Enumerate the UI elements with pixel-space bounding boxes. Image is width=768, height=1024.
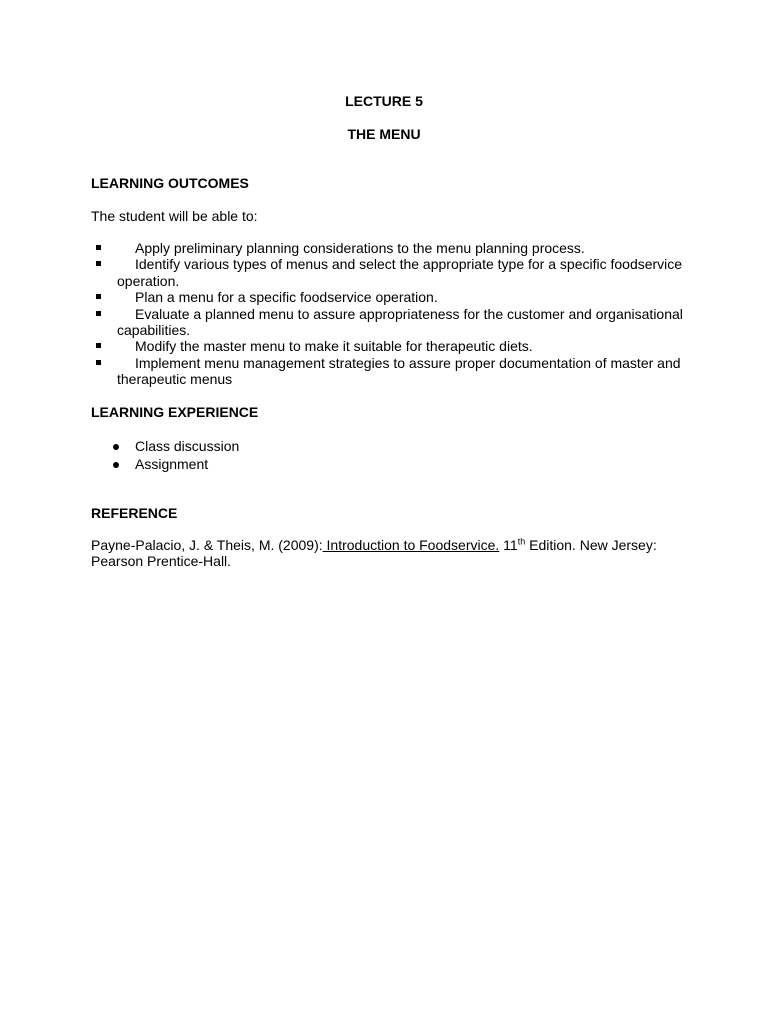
reference-edition-suffix: th [517,536,526,547]
learning-outcomes-intro: The student will be able to: [91,208,258,224]
list-item [91,338,691,354]
reference-heading: REFERENCE [91,505,178,521]
learning-experience-list [91,437,491,473]
learning-experience-heading: LEARNING EXPERIENCE [91,404,259,420]
list-item [91,256,691,289]
square-bullet-icon [96,360,101,365]
list-item [91,240,691,256]
list-item [91,437,491,455]
list-item-text: Class discussion [135,438,240,454]
square-bullet-icon [96,311,101,316]
list-item [91,306,691,339]
list-item [91,455,491,473]
list-item-text: Modify the master menu to make it suitable for therapeutic diets. [135,338,533,355]
learning-outcomes-list [91,240,691,388]
reference-citation [91,537,691,570]
list-item-text: Assignment [135,456,209,472]
list-item-text: Identify various types of menus and select the appropriate type for a specific foodservice operation. [117,256,683,289]
square-bullet-icon [96,294,101,299]
list-item [91,355,691,388]
list-item-text: Plan a menu for a specific foodservice operation. [135,289,438,306]
reference-edition-number: 11 [499,537,518,553]
reference-authors: Payne-Palacio, J. & Theis, M. (2009): [91,537,323,553]
reference-book-title: Introduction to Foodservice. [322,537,500,553]
round-bullet-icon [113,462,119,468]
list-item-text: Implement menu management strategies to assure proper documentation of master and therapeutic menus [117,354,681,388]
list-item-text: Apply preliminary planning considerations to the menu planning process. [135,240,585,256]
document-title: THE MENU [347,126,421,142]
lecture-label: LECTURE 5 [345,93,423,109]
learning-outcomes-heading: LEARNING OUTCOMES [91,175,249,191]
round-bullet-icon [113,444,119,450]
square-bullet-icon [96,245,101,250]
reference-publisher: Edition. New Jersey: Pearson Prentice-Hall. [91,537,657,570]
list-item-text: Evaluate a planned menu to assure appropriateness for the customer and organisational capabilities. [117,305,683,339]
square-bullet-icon [96,261,101,266]
list-item [91,289,691,305]
square-bullet-icon [96,343,101,348]
